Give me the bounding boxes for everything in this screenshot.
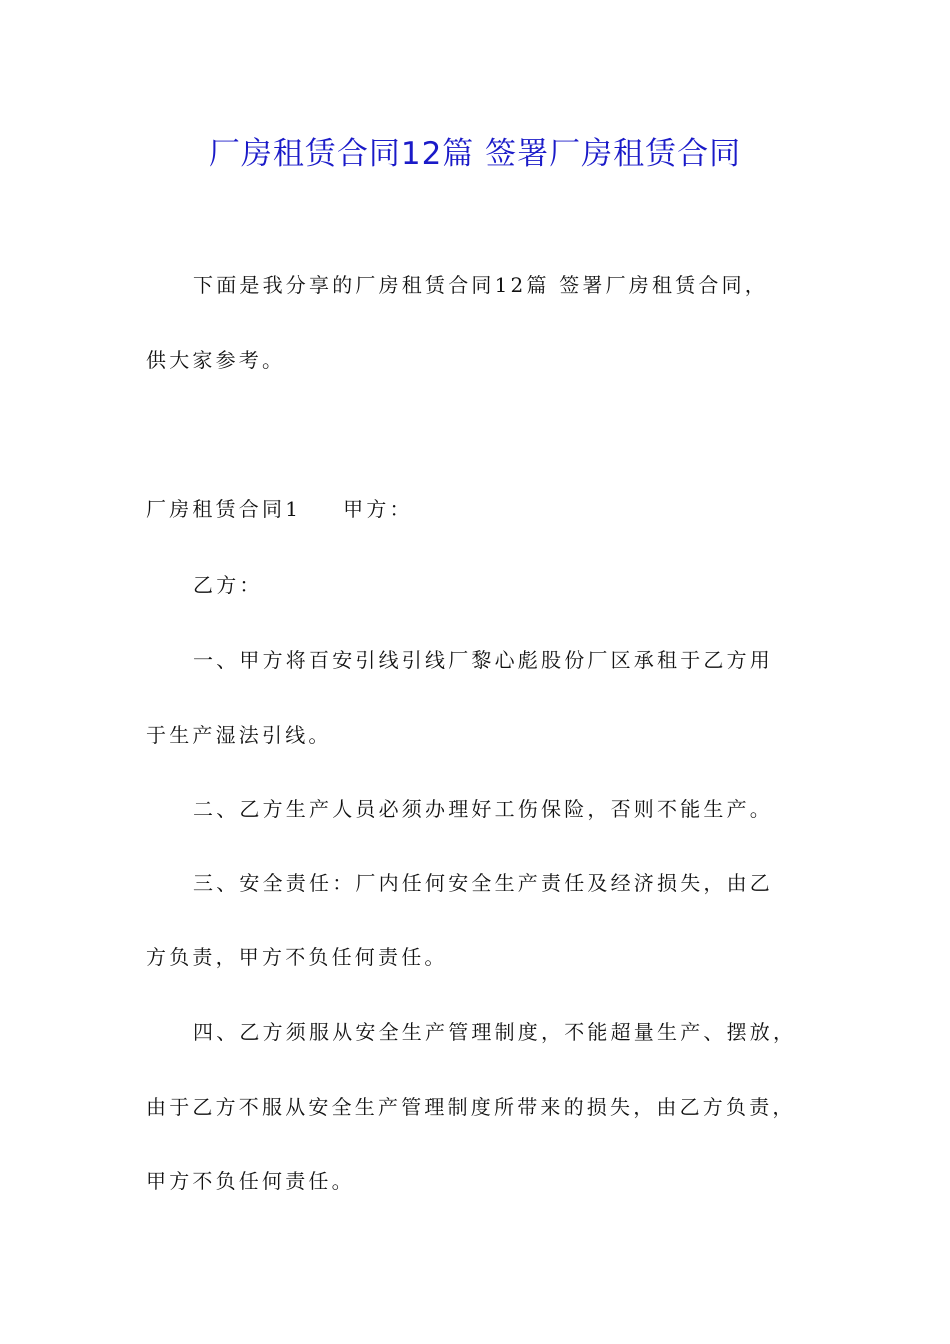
party-a-label: 甲方： (343, 497, 413, 521)
clause-4-line-2: 由于乙方不服从安全生产管理制度所带来的损失，由乙方负责， (146, 1095, 796, 1119)
clause-2-line-1: 二、乙方生产人员必须办理好工伤保险，否则不能生产。 (193, 797, 773, 821)
intro-line-1: 下面是我分享的厂房租赁合同12篇 签署厂房租赁合同， (193, 273, 769, 297)
contract-heading-row (146, 494, 413, 524)
intro-line-2: 供大家参考。 (146, 348, 286, 372)
clause-4-line-3: 甲方不负任何责任。 (146, 1169, 355, 1193)
clause-3-line-2: 方负责，甲方不负任何责任。 (146, 945, 448, 969)
party-b-label: 乙方： (193, 573, 263, 597)
clause-4-line-1: 四、乙方须服从安全生产管理制度，不能超量生产、摆放， (193, 1020, 797, 1044)
clause-1-line-2: 于生产湿法引线。 (146, 723, 332, 747)
clause-3-line-1: 三、安全责任：厂内任何安全生产责任及经济损失，由乙 (193, 871, 773, 895)
clause-1-line-1: 一、甲方将百安引线引线厂黎心彪股份厂区承租于乙方用 (193, 648, 773, 672)
document-title: 厂房租赁合同12篇 签署厂房租赁合同 (208, 136, 742, 172)
contract-heading: 厂房租赁合同1 (146, 497, 302, 521)
